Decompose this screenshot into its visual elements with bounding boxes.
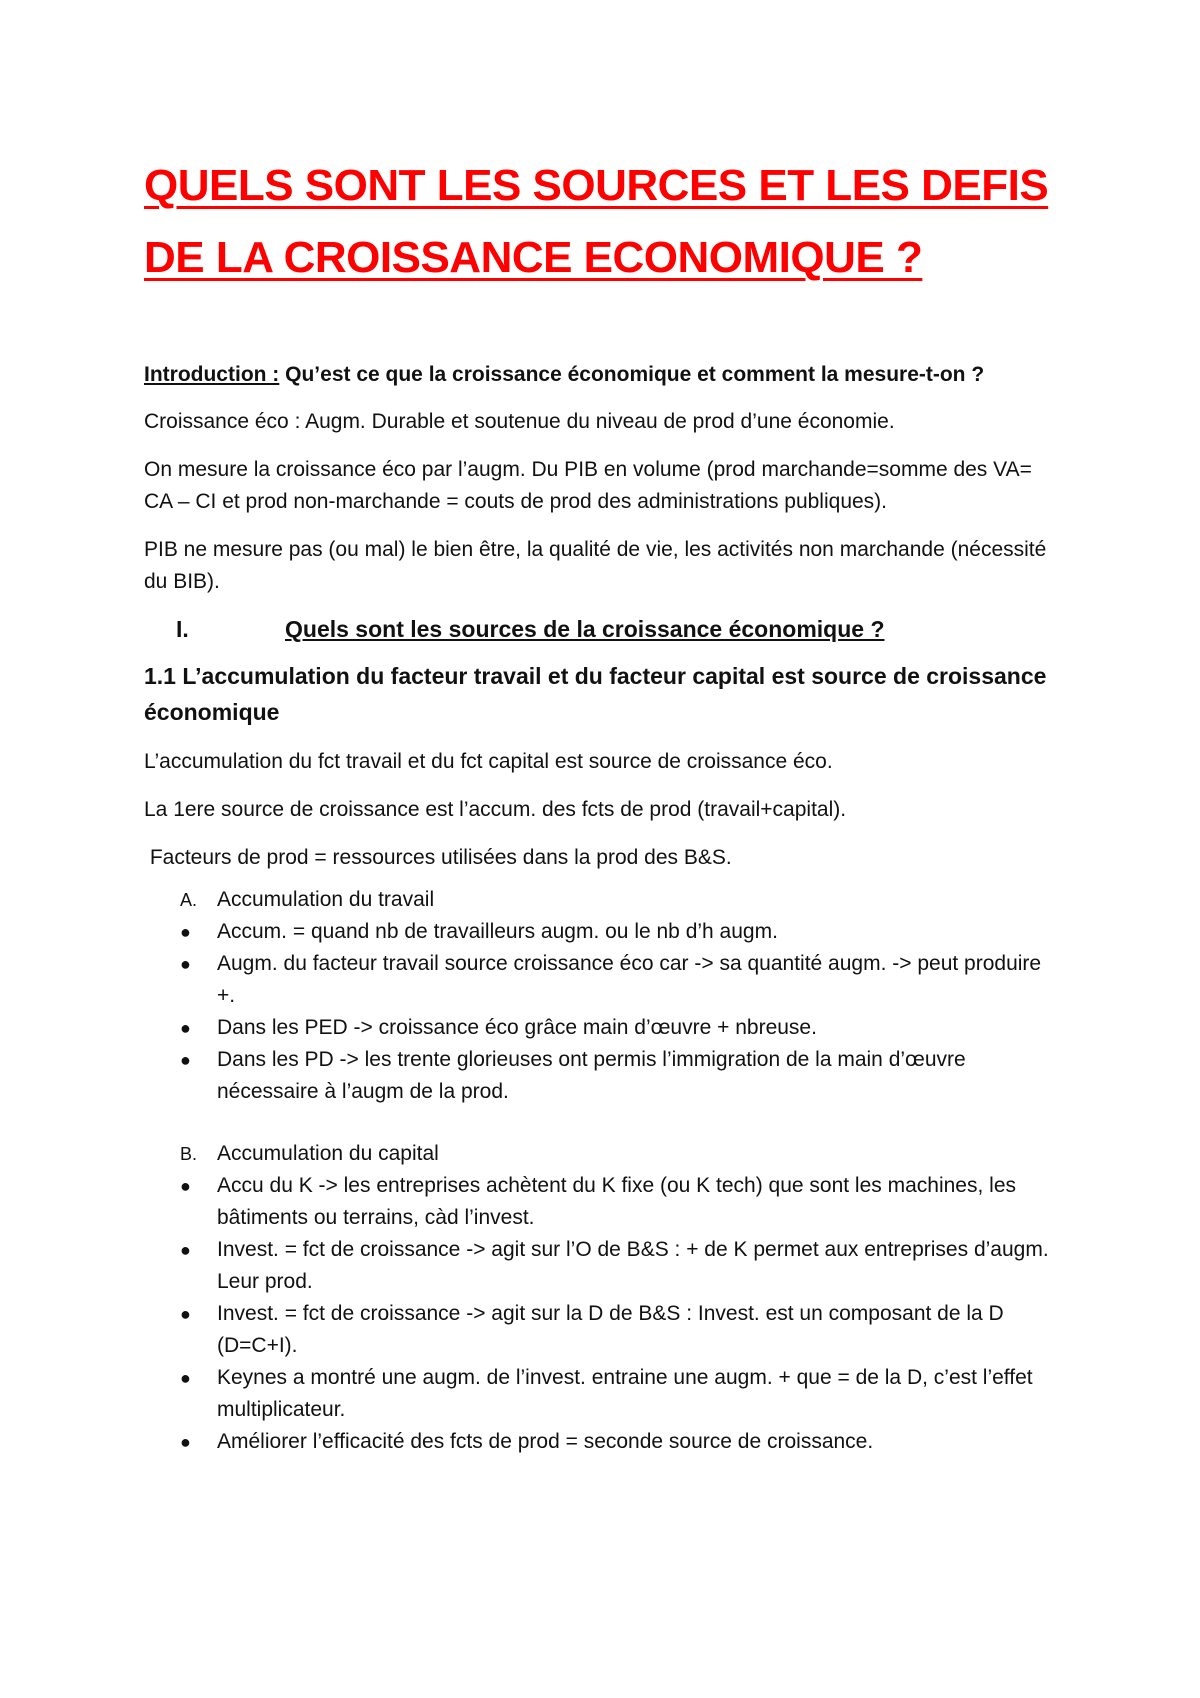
list-item: ● Dans les PED -> croissance éco grâce main d’œuvre + nbreuse. — [144, 1012, 1064, 1044]
list-heading — [144, 1138, 1064, 1170]
section-number: I. — [176, 616, 189, 642]
bullet-icon: ● — [180, 1368, 191, 1388]
list-marker: A. — [180, 890, 198, 910]
bullet-icon: ● — [180, 1176, 191, 1196]
section-title: Quels sont les sources de la croissance économique ? — [285, 616, 885, 642]
document-title — [144, 150, 1064, 294]
paragraph: Facteurs de prod = ressources utilisées dans la prod des B&S. — [144, 846, 732, 869]
list-heading — [144, 884, 1064, 916]
paragraph: PIB ne mesure pas (ou mal) le bien être, la qualité de vie, les activités non marchande (nécessité du BIB). — [144, 538, 1047, 593]
list-item: ● Invest. = fct de croissance -> agit sur l’O de B&S : + de K permet aux entreprises d’augm. Leur prod. — [144, 1234, 1064, 1298]
title-line-1: QUELS SONT LES SOURCES ET LES DEFIS — [144, 161, 1049, 210]
list-item: ● Dans les PD -> les trente glorieuses ont permis l’immigration de la main d’œuvre nécessaire à l’augm de la prod. — [144, 1044, 1064, 1108]
bullet-icon: ● — [180, 1304, 191, 1324]
intro-label: Introduction : — [144, 363, 280, 386]
list-heading-text: Accumulation du capital — [217, 1142, 439, 1165]
list-b — [144, 1138, 1064, 1458]
bullet-icon: ● — [180, 1240, 191, 1260]
paragraph: La 1ere source de croissance est l’accum. des fcts de prod (travail+capital). — [144, 798, 847, 821]
list-item: ● Accum. = quand nb de travailleurs augm. ou le nb d’h augm. — [144, 916, 1064, 948]
list-heading-text: Accumulation du travail — [217, 888, 435, 911]
bullet-icon: ● — [180, 1018, 191, 1038]
bullet-icon: ● — [180, 954, 191, 974]
list-item: ● Augm. du facteur travail source croissance éco car -> sa quantité augm. -> peut produire +. — [144, 948, 1064, 1012]
document-page — [144, 150, 1064, 1458]
intro-heading — [144, 360, 1064, 390]
bullet-icon: ● — [180, 1432, 191, 1452]
list-item: ● Améliorer l’efficacité des fcts de prod = seconde source de croissance. — [144, 1426, 1064, 1458]
intro-question: Qu’est ce que la croissance économique et comment la mesure-t-on ? — [279, 363, 985, 386]
title-line-2: DE LA CROISSANCE ECONOMIQUE ? — [144, 233, 923, 282]
section-heading — [144, 612, 1064, 646]
list-marker: B. — [180, 1144, 198, 1164]
bullet-icon: ● — [180, 922, 191, 942]
list-item: ● Invest. = fct de croissance -> agit sur la D de B&S : Invest. est un composant de la D (D=C+I). — [144, 1298, 1064, 1362]
paragraph: Croissance éco : Augm. Durable et soutenue du niveau de prod d’une économie. — [144, 410, 895, 433]
bullet-icon: ● — [180, 1050, 191, 1070]
subsection-heading: 1.1 L’accumulation du facteur travail et du facteur capital est source de croissance économique — [144, 663, 1047, 725]
list-a — [144, 884, 1064, 1108]
list-item: ● Keynes a montré une augm. de l’invest. entraine une augm. + que = de la D, c’est l’effet multiplicateur. — [144, 1362, 1064, 1426]
paragraph: On mesure la croissance éco par l’augm. Du PIB en volume (prod marchande=somme des VA= CA – CI et prod non-marchande = couts de prod des administrations publiques). — [144, 458, 1032, 513]
paragraph: L’accumulation du fct travail et du fct capital est source de croissance éco. — [144, 750, 833, 773]
list-item: ● Accu du K -> les entreprises achètent du K fixe (ou K tech) que sont les machines, les bâtiments ou terrains, càd l’invest. — [144, 1170, 1064, 1234]
